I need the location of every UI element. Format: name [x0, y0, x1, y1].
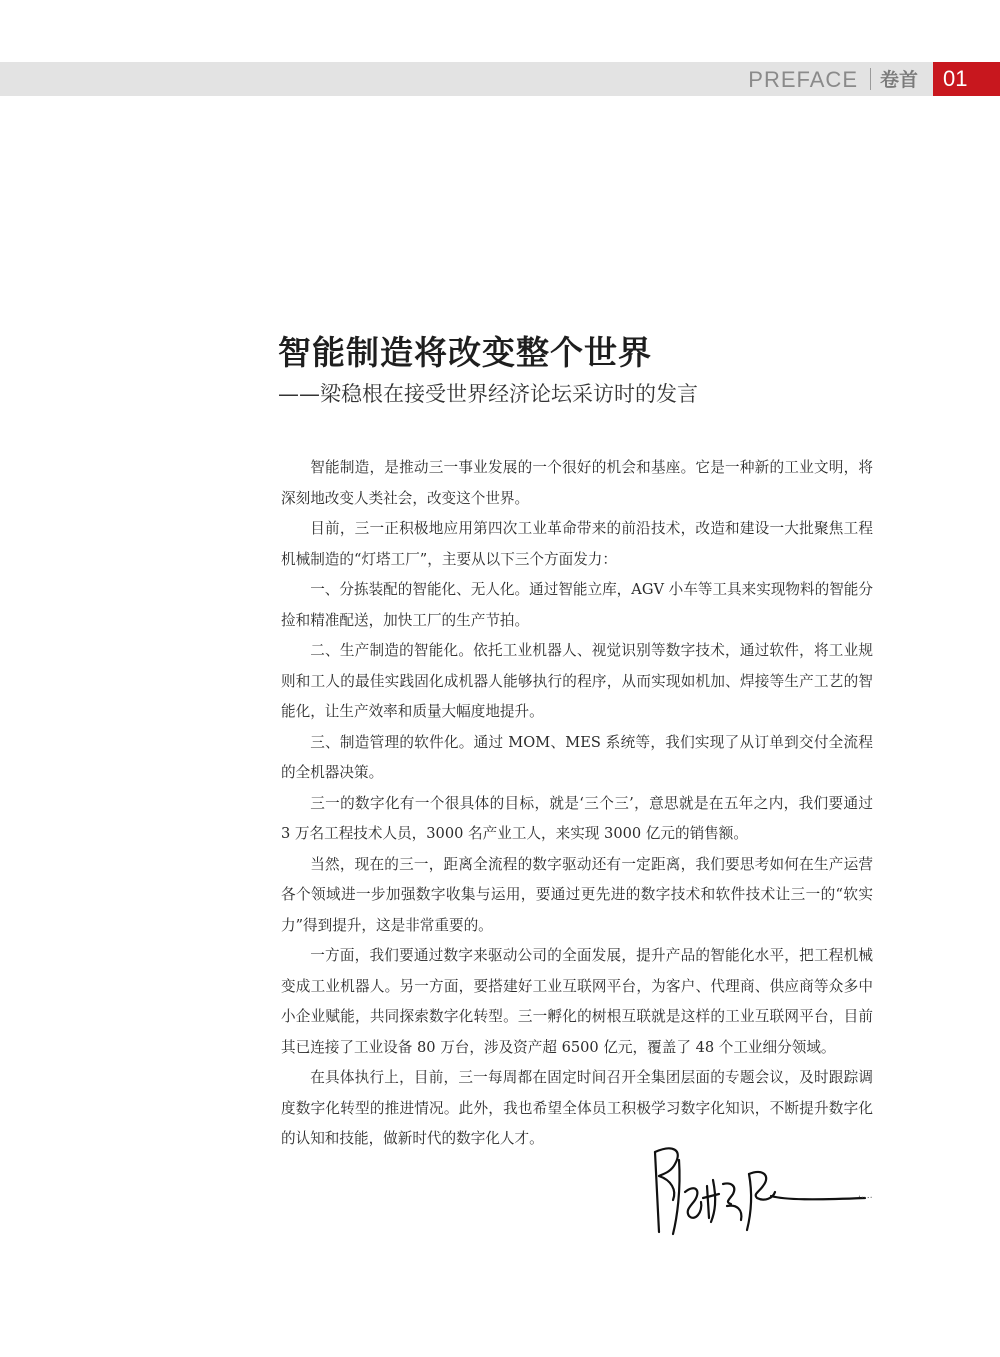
paragraph: 目前，三一正积极地应用第四次工业革命带来的前沿技术，改造和建设一大批聚焦工程机械制造的“灯塔工厂”，主要从以下三个方面发力： [281, 520, 873, 568]
page-number-badge: 01 [933, 62, 1000, 96]
article-subtitle: ——梁稳根在接受世界经济论坛采访时的发言 [278, 382, 698, 406]
paragraph: 三一的数字化有一个很具体的目标，就是‘三个三’，意思就是在五年之内，我们要通过 3 万名工程技术人员，3000 名产业工人，来实现 3000 亿元的销售额。 [281, 794, 873, 842]
article-body [281, 453, 873, 1155]
paragraph: 一方面，我们要通过数字来驱动公司的全面发展，提升产品的智能化水平，把工程机械变成工业机器人。另一方面，要搭建好工业互联网平台，为客户、代理商、供应商等众多中小企业赋能，共同探索数字化转型。三一孵化的树根互联就是这样的工业互联网平台，目前其已连接了工业设备 80 万台，涉及资产超 6500 亿元，覆盖了 48 个工业细分领域。 [281, 947, 873, 1056]
paragraph: 三、制造管理的软件化。通过 MOM、MES 系统等，我们实现了从订单到交付全流程的全机器决策。 [281, 733, 873, 781]
header-preface-label: PREFACE [748, 67, 858, 92]
paragraph: 一、分拣装配的智能化、无人化。通过智能立库，AGV 小车等工具来实现物料的智能分捡和精准配送，加快工厂的生产节拍。 [281, 581, 873, 629]
handwritten-signature [645, 1140, 885, 1240]
paragraph: 二、生产制造的智能化。依托工业机器人、视觉识别等数字技术，通过软件，将工业规则和工人的最佳实践固化成机器人能够执行的程序，从而实现如机加、焊接等生产工艺的智能化，让生产效率和质量大幅度地提升。 [281, 642, 873, 720]
paragraph: 在具体执行上，目前，三一每周都在固定时间召开全集团层面的专题会议，及时跟踪调度数字化转型的推进情况。此外，我也希望全体员工积极学习数字化知识，不断提升数字化的认知和技能，做新时代的数字化人才。 [281, 1069, 873, 1147]
header-section-label: 卷首 [880, 69, 919, 91]
paragraph: 智能制造，是推动三一事业发展的一个很好的机会和基座。它是一种新的工业文明，将深刻地改变人类社会，改变这个世界。 [281, 459, 873, 507]
article-title: 智能制造将改变整个世界 [278, 333, 652, 372]
header-divider [870, 68, 871, 90]
paragraph: 当然，现在的三一，距离全流程的数字驱动还有一定距离，我们要思考如何在生产运营各个领域进一步加强数字收集与运用，要通过更先进的数字技术和软件技术让三一的“软实力”得到提升，这是非常重要的。 [281, 855, 873, 934]
